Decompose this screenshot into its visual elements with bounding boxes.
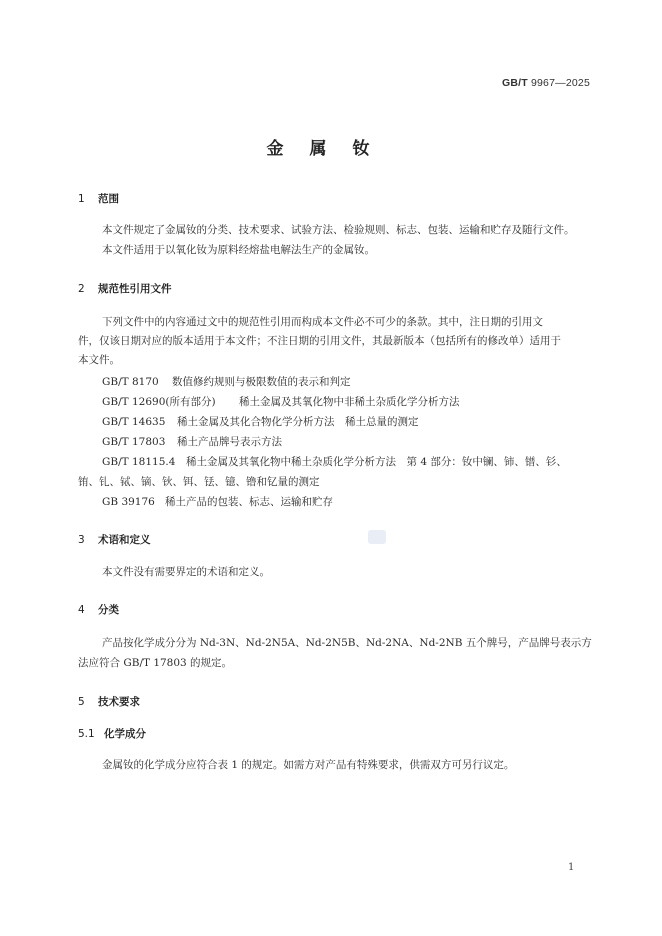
- subsection-heading-chemical-composition: 5.1 化学成分: [78, 728, 146, 740]
- reference-item: GB/T 14635 稀土金属及其化合物化学分析方法 稀土总量的测定: [102, 416, 419, 428]
- reference-item: GB/T 8170 数值修约规则与极限数值的表示和判定: [102, 376, 351, 388]
- reference-item-continuation: 铕、钆、铽、镝、钬、铒、铥、镱、镥和钇量的测定: [78, 476, 320, 488]
- references-paragraph-line-1: 下列文件中的内容通过文中的规范性引用而构成本文件必不可少的条款。其中，注日期的引用文: [102, 316, 543, 328]
- section-heading-technical-requirements: 5 技术要求: [78, 696, 140, 708]
- reference-item: GB 39176 稀土产品的包装、标志、运输和贮存: [102, 496, 333, 508]
- reference-item: GB/T 18115.4 稀土金属及其氧化物中稀土杂质化学分析方法 第 4 部分：钕中镧、铈、镨、钐、: [102, 456, 567, 468]
- section-heading-terms: 3 术语和定义: [78, 534, 151, 546]
- scope-paragraph-1: 本文件规定了金属钕的分类、技术要求、试验方法、检验规则、标志、包装、运输和贮存及随行文件。: [102, 224, 575, 236]
- classification-paragraph-line-1: 产品按化学成分分为 Nd-3N、Nd-2N5A、Nd-2N5B、Nd-2NA、Nd-2NB 五个牌号，产品牌号表示方: [102, 637, 592, 649]
- section-heading-classification: 4 分类: [78, 604, 119, 616]
- reference-item: GB/T 12690(所有部分) 稀土金属及其氧化物中非稀土杂质化学分析方法: [102, 396, 460, 408]
- terms-paragraph: 本文件没有需要界定的术语和定义。: [102, 566, 270, 578]
- standard-code: GB/T 9967—2025: [501, 77, 590, 89]
- section-heading-scope: 1 范围: [78, 193, 119, 205]
- classification-paragraph-line-2: 法应符合 GB/T 17803 的规定。: [78, 657, 233, 669]
- references-paragraph-line-2: 件，仅该日期对应的版本适用于本文件；不注日期的引用文件，其最新版本（包括所有的修改单）适用于: [78, 335, 561, 347]
- scope-paragraph-2: 本文件适用于以氧化钕为原料经熔盐电解法生产的金属钕。: [102, 244, 375, 256]
- document-title: 金属钕: [266, 139, 396, 159]
- page-number: 1: [568, 862, 575, 873]
- section-heading-normative-references: 2 规范性引用文件: [78, 283, 172, 295]
- references-paragraph-line-3: 本文件。: [78, 354, 120, 366]
- reference-item: GB/T 17803 稀土产品牌号表示方法: [102, 436, 282, 448]
- watermark-logo: [368, 530, 386, 544]
- chemical-composition-paragraph: 金属钕的化学成分应符合表 1 的规定。如需方对产品有特殊要求，供需双方可另行议定。: [102, 759, 515, 771]
